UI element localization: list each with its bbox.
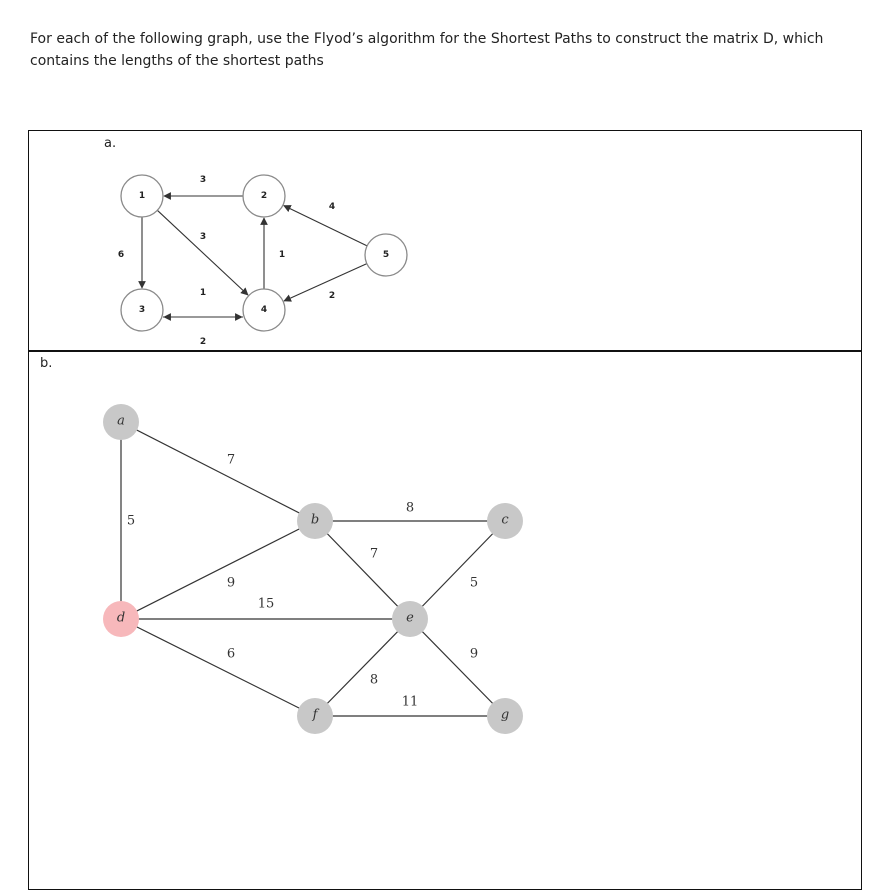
graph-a-edge-5-to-4 [284, 264, 367, 301]
graph-b-label: b. [40, 356, 53, 371]
graph-b-node-label: c [501, 512, 509, 528]
graph-a-weight-5-to-2: 4 [328, 202, 336, 212]
graph-b-edge-d-f [121, 619, 315, 716]
graph-b-node-c [487, 503, 523, 539]
graph-a-node-3 [121, 289, 163, 331]
graph-a-node-2 [243, 175, 285, 217]
graph-a-node-label: 2 [260, 191, 268, 201]
graph-b-edge-e-f [315, 619, 410, 716]
graph-a-weight-2-to-1: 3 [199, 175, 207, 185]
graph-b-weight-b-c: 8 [405, 500, 415, 516]
graph-b-weight-e-f: 8 [369, 672, 379, 688]
graph-b-node-label: d [116, 610, 126, 626]
graph-b-weight-a-b: 7 [226, 452, 236, 468]
graph-b-edge-a-b [121, 422, 315, 521]
graph-a-weight-5-to-4: 2 [328, 291, 336, 301]
problem-statement: For each of the following graph, use the Flyod’s algorithm for the Shortest Paths to construct the matrix D, which contains the lengths of the shortest paths [30, 31, 824, 69]
graph-b-edge-e-g [410, 619, 505, 716]
graph-b-node-e [392, 601, 428, 637]
graph-b-weight-f-g: 11 [401, 694, 419, 710]
graph-b-weight-d-f: 6 [226, 646, 236, 662]
graph-a-edge-1-to-4 [157, 210, 248, 295]
graph-a-weight-3-to-4: 2 [199, 337, 207, 347]
graph-b-node-b [297, 503, 333, 539]
graph-b-weight-a-d: 5 [126, 513, 136, 529]
graph-a-weight-1-to-3: 6 [117, 250, 125, 260]
graph-a-node-label: 4 [260, 305, 268, 315]
graph-b-weight-c-e: 5 [469, 575, 479, 591]
graph-a-weight-1-to-4: 3 [199, 232, 207, 242]
graph-a-edge-5-to-2 [284, 206, 367, 246]
graph-b-node-d [103, 601, 139, 637]
graph-b-weight-b-e: 7 [369, 546, 379, 562]
graph-a-node-label: 5 [382, 250, 390, 260]
graph-b-node-label: g [500, 707, 510, 723]
graph-a-node-label: 1 [138, 191, 146, 201]
graph-b-node-label: a [117, 413, 125, 429]
graph-b-node-a [103, 404, 139, 440]
graph-a-node-5 [365, 234, 407, 276]
graph-b-weight-e-g: 9 [469, 646, 479, 662]
graph-b-weight-b-d: 9 [226, 575, 236, 591]
graph-b-edge-b-e [315, 521, 410, 619]
graph-a-node-4 [243, 289, 285, 331]
graph-b-node-label: f [312, 707, 318, 723]
graph-b-node-f [297, 698, 333, 734]
graph-b-node-label: b [310, 512, 320, 528]
graph-b-node-label: e [406, 610, 414, 626]
graph-b-edge-c-e [410, 521, 505, 619]
graph-a-weight-4-to-2: 1 [278, 250, 286, 260]
graph-b-edge-b-d [121, 521, 315, 619]
graph-a-weight-4-to-3: 1 [199, 288, 207, 298]
graph-b-weight-d-e: 15 [257, 596, 275, 612]
graph-b-node-g [487, 698, 523, 734]
graph-a-label: a. [104, 136, 117, 151]
graph-a-node-1 [121, 175, 163, 217]
graph-a-node-label: 3 [138, 305, 146, 315]
